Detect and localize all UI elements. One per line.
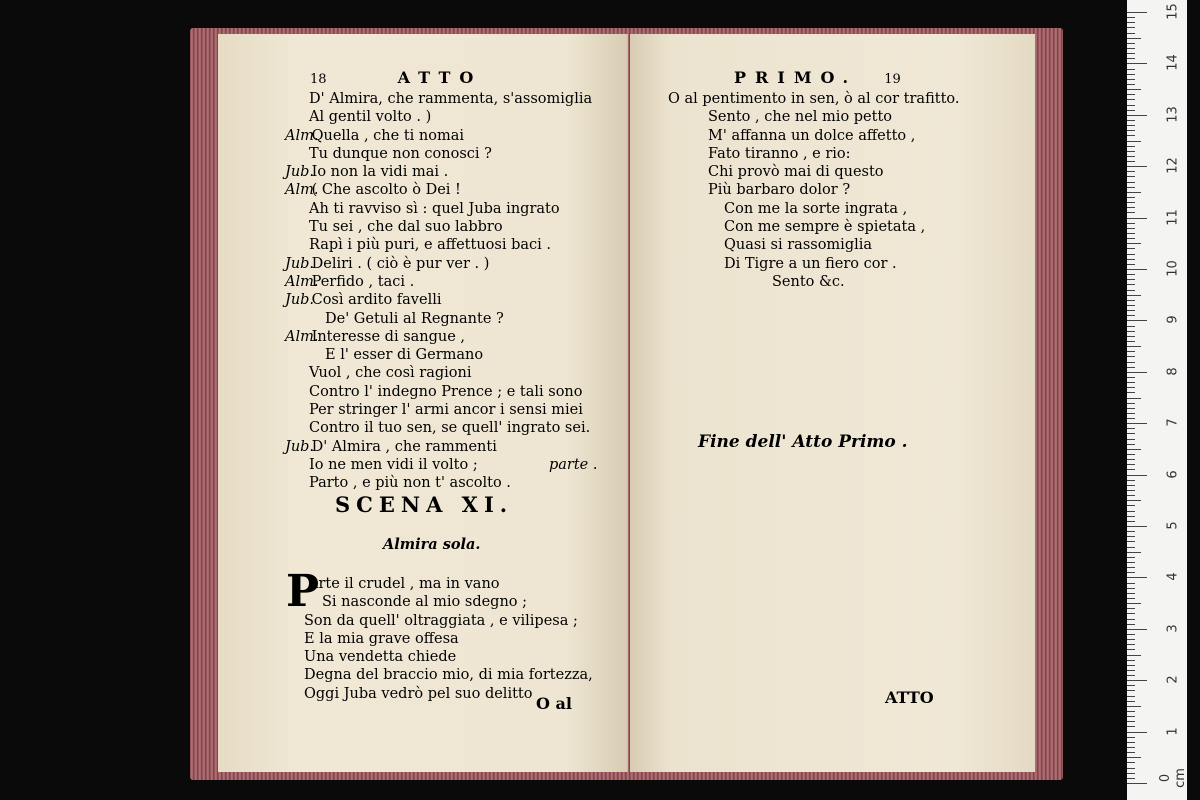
ruler-tick [1127,418,1135,419]
ruler-tick [1127,511,1135,512]
ruler-tick [1127,634,1135,635]
right-catchword: ATTO [885,688,934,707]
line-text: Al gentil volto . ) [309,109,432,126]
ruler-tick [1127,408,1135,409]
verse-line: Oggi Juba vedrò pel suo delitto [304,685,533,702]
ruler-number: 9 [1165,315,1181,325]
ruler-tick [1127,212,1135,213]
dialogue-line [285,127,592,145]
line-text: Io ne men vidi il volto ; [309,456,478,473]
ruler-tick [1127,259,1135,260]
line-text: Per stringer l' armi ancor i sensi miei [309,402,583,419]
ruler-tick [1127,423,1147,424]
ruler-tick [1127,516,1135,517]
ruler-tick [1127,290,1135,291]
ruler-tick [1127,721,1135,722]
ruler-tick [1127,613,1135,614]
dialogue-line [285,255,592,273]
ruler-tick [1127,74,1135,75]
ruler-tick [1127,459,1135,460]
ruler-tick [1127,372,1147,373]
ruler-tick [1127,94,1135,95]
line-text: Deliri . ( ciò è pur ver . ) [311,255,490,272]
ruler-number: 10 [1165,260,1181,277]
speaker-label: Alm. [285,127,319,144]
ruler-tick [1127,449,1141,450]
aria-line: Con me la sorte ingrata , [724,200,908,217]
ruler-tick [1127,675,1135,676]
ruler-tick [1127,655,1141,656]
ruler-tick [1127,264,1135,265]
dialogue-line [285,291,592,309]
dialogue-line [285,145,592,163]
ruler-tick [1127,223,1135,224]
speaker-label: Alm. [285,328,319,345]
drop-cap: P [286,566,320,617]
ruler-tick [1127,125,1135,126]
ruler-tick [1127,156,1135,157]
ruler-tick [1127,43,1135,44]
ruler-tick [1127,403,1135,404]
ruler-tick [1127,187,1135,188]
ruler-tick [1127,22,1135,23]
scene-subtitle: Almira sola. [383,536,481,553]
dialogue-line [285,310,592,328]
ruler-tick [1127,392,1135,393]
ruler-tick [1127,624,1135,625]
ruler-tick [1127,547,1135,548]
ruler-tick [1127,639,1135,640]
ruler-tick [1127,706,1141,707]
ruler-tick [1127,665,1135,666]
ruler-tick [1127,726,1135,727]
ruler-tick [1127,84,1135,85]
ruler-tick [1127,58,1135,59]
ruler-tick [1127,732,1147,733]
exit-note: parte . [549,457,598,473]
right-aria-block [668,90,960,291]
dialogue-line [285,181,592,199]
ruler-tick [1127,135,1135,136]
ruler-tick [1127,218,1147,219]
dialogue-line [285,200,592,218]
ruler-number: 12 [1165,157,1181,174]
ruler-tick [1127,690,1135,691]
line-text: Perfido , taci . [311,273,415,290]
ruler-tick [1127,346,1141,347]
ruler-tick [1127,331,1135,332]
verse-line: Son da quell' oltraggiata , e vilipesa ; [304,612,578,629]
ruler-tick [1127,254,1135,255]
dialogue-line [285,218,592,236]
ruler-number: 3 [1165,624,1181,633]
ruler-tick [1127,696,1135,697]
left-page-number: 18 [310,72,327,87]
dialogue-line [285,383,592,401]
ruler-tick [1127,284,1135,285]
speaker-label: Jub. [285,292,315,309]
ruler-tick [1127,17,1135,18]
ruler-tick [1127,12,1147,13]
line-text: Ah ti ravviso sì : quel Juba ingrato [309,200,560,217]
dialogue-line [285,456,592,474]
ruler-tick [1127,541,1135,542]
verse-line: Degna del braccio mio, di mia fortezza, [304,667,593,684]
ruler-tick [1127,629,1147,630]
line-text: D' Almira , che rammenti [311,438,497,455]
ruler-tick [1127,356,1135,357]
ruler-tick [1127,387,1135,388]
ruler-tick [1127,33,1135,34]
speaker-label: Alm. [285,273,319,290]
ruler-tick [1127,269,1147,270]
ruler-number: 0 cm [1158,768,1188,788]
ruler-number: 15 [1165,3,1181,20]
ruler-tick [1127,680,1147,681]
aria-line: Sento , che nel mio petto [708,109,893,126]
ruler-tick [1127,572,1135,573]
dialogue-line [285,163,592,181]
ruler-tick [1127,295,1141,296]
aria-line: Più barbaro dolor ? [708,182,851,199]
ruler-tick [1127,495,1135,496]
ruler-tick [1127,716,1135,717]
ruler-tick [1127,428,1135,429]
dialogue-line [285,273,592,291]
right-page-title: PRIMO. [734,68,858,87]
ruler-tick [1127,557,1135,558]
dialogue-line [285,236,592,254]
ruler-tick [1127,120,1135,121]
ruler-tick [1127,233,1135,234]
ruler-tick [1127,146,1135,147]
ruler-tick [1127,110,1135,111]
left-page-header [310,68,482,87]
ruler-tick [1127,588,1135,589]
aria-line: O al pentimento in sen, ò al cor trafitto. [668,91,960,107]
ruler-number: 4 [1165,572,1181,582]
ruler-number: 7 [1165,418,1181,427]
ruler-tick [1127,603,1141,604]
ruler-tick [1127,69,1135,70]
line-text: E l' esser di Germano [325,347,484,364]
scene-title: SCENA XI. [335,492,514,517]
ruler-tick [1127,53,1135,54]
line-text: Così ardito favelli [311,292,442,309]
dialogue-line [285,401,592,419]
ruler-tick [1127,505,1135,506]
ruler-tick [1127,747,1135,748]
ruler-tick [1127,161,1135,162]
dialogue-line [285,419,592,437]
ruler-tick [1127,444,1135,445]
ruler-tick [1127,649,1135,650]
dialogue-line [285,474,592,492]
line-text: Tu sei , che dal suo labbro [309,219,503,236]
line-text: D' Almira, che rammenta, s'assomiglia [309,91,593,107]
line-text: ( Che ascolto ò Dei ! [311,182,461,199]
ruler-tick [1127,130,1135,131]
ruler-tick [1127,583,1135,584]
ruler-tick [1127,79,1135,80]
aria-line: Quasi si rassomiglia [724,237,873,254]
ruler-tick [1127,778,1135,779]
ruler-tick [1127,752,1135,753]
ruler-tick [1127,382,1135,383]
ruler-tick [1127,362,1135,363]
ruler-tick [1127,577,1147,578]
ruler-tick [1127,552,1141,553]
ruler-tick [1127,243,1141,244]
ruler-tick [1127,99,1135,100]
ruler-tick [1127,454,1135,455]
ruler-tick [1127,336,1135,337]
ruler-tick [1127,608,1135,609]
ruler-tick [1127,141,1141,142]
ruler-tick [1127,176,1135,177]
ruler-tick [1127,341,1135,342]
ruler-tick [1127,711,1135,712]
ruler-tick [1127,685,1135,686]
ruler-tick [1127,202,1135,203]
ruler-tick [1127,757,1141,758]
right-page-number: 19 [884,72,901,87]
ruler-tick [1127,469,1135,470]
dialogue-line [285,328,592,346]
ruler-tick [1127,773,1135,774]
ruler-tick [1127,526,1147,527]
ruler-tick [1127,326,1135,327]
ruler-tick [1127,742,1135,743]
left-page-title: ATTO [397,68,483,87]
verse-line: Si nasconde al mio sdegno ; [322,594,528,611]
line-text: Vuol , che così ragioni [309,365,472,382]
ruler-tick [1127,644,1135,645]
dialogue-line [285,438,592,456]
ruler-number: 14 [1165,54,1181,72]
ruler-tick [1127,192,1141,193]
ruler-tick [1127,300,1135,301]
ruler-tick [1127,593,1135,594]
ruler-tick [1127,536,1135,537]
speaker-label: Jub. [285,255,315,272]
aria-line: Fato tiranno , e rio: [708,145,851,162]
aria-line: Chi provò mai di questo [708,164,884,181]
ruler-tick [1127,737,1135,738]
ruler-tick [1127,105,1135,106]
ruler-tick [1127,475,1147,476]
ruler-tick [1127,27,1135,28]
ruler-tick [1127,48,1135,49]
ruler-tick [1127,783,1147,784]
ruler-tick [1127,619,1135,620]
ruler-tick [1127,377,1135,378]
ruler-tick [1127,305,1135,306]
left-catchword: O al [536,694,572,713]
line-text: De' Getuli al Regnante ? [325,310,504,327]
ruler-tick [1127,228,1135,229]
ruler-tick [1127,38,1141,39]
ruler-tick [1127,413,1135,414]
line-text: Io non la vidi mai . [311,164,449,181]
ruler-tick [1127,768,1135,769]
aria-line: Con me sempre è spietata , [724,219,926,236]
end-of-act-text: Fine dell' Atto Primo . [698,432,908,452]
ruler-tick [1127,115,1147,116]
line-text: Contro l' indegno Prence ; e tali sono [309,383,583,400]
ruler-tick [1127,89,1141,90]
line-text: Tu dunque non conosci ? [309,145,492,162]
ruler-tick [1127,567,1135,568]
ruler-tick [1127,531,1135,532]
ruler-tick [1127,500,1141,501]
ruler-tick [1127,171,1135,172]
ruler-tick [1127,762,1135,763]
ruler-tick [1127,279,1135,280]
ruler-tick [1127,485,1135,486]
ruler-tick [1127,310,1135,311]
ruler-tick [1127,248,1135,249]
ruler-tick [1127,398,1141,399]
line-text: Interesse di sangue , [311,328,466,345]
ruler-tick [1127,521,1135,522]
line-text: Parto , e più non t' ascolto . [309,475,511,492]
verse-line: E la mia grave offesa [304,630,459,647]
aria-line: M' affanna un dolce affetto , [708,127,916,144]
ruler-tick [1127,562,1135,563]
ruler-tick [1127,166,1147,167]
dialogue-line [285,364,592,382]
ruler-number: 1 [1165,726,1181,736]
ruler-tick [1127,660,1135,661]
left-dialogue-block [285,90,592,493]
ruler-tick [1127,367,1135,368]
ruler-tick [1127,151,1135,152]
ruler-number: 13 [1165,106,1181,123]
ruler-tick [1127,320,1147,321]
right-page-header [734,68,901,87]
ruler-tick [1127,63,1147,64]
line-text: Quella , che ti nomai [311,127,464,144]
ruler-number: 6 [1165,469,1181,479]
ruler-tick [1127,238,1135,239]
speaker-label: Jub. [285,438,315,455]
ruler-tick [1127,351,1135,352]
ruler-tick [1127,701,1135,702]
ruler-tick [1127,464,1135,465]
ruler-tick [1127,207,1135,208]
ruler-tick [1127,439,1135,440]
verse-line: Una vendetta chiede [304,649,457,666]
dialogue-line [285,90,592,108]
aria-line: Di Tigre a un fiero cor . [724,255,897,272]
dialogue-line [285,346,592,364]
ruler-tick [1127,433,1135,434]
speaker-label: Alm. [285,182,319,199]
line-text: Contro il tuo sen, se quell' ingrato sei. [309,420,591,437]
ruler-tick [1127,480,1135,481]
ruler-number: 8 [1165,367,1181,376]
line-text: Rapì i più puri, e affettuosi baci . [309,237,551,254]
dialogue-line [285,108,592,126]
ruler-tick [1127,670,1135,671]
aria-verse-block [304,575,593,703]
verse-line: Arte il crudel , ma in vano [308,576,500,592]
ruler-tick [1127,182,1135,183]
ruler-number: 11 [1165,208,1181,226]
measurement-ruler [1127,0,1187,800]
ruler-tick [1127,197,1135,198]
ruler-number: 2 [1165,675,1181,684]
ruler-tick [1127,598,1135,599]
ruler-tick [1127,274,1135,275]
speaker-label: Jub. [285,164,315,181]
ruler-number: 5 [1165,521,1181,530]
ruler-tick [1127,315,1135,316]
aria-line: Sento &c. [772,273,845,290]
ruler-tick [1127,490,1135,491]
